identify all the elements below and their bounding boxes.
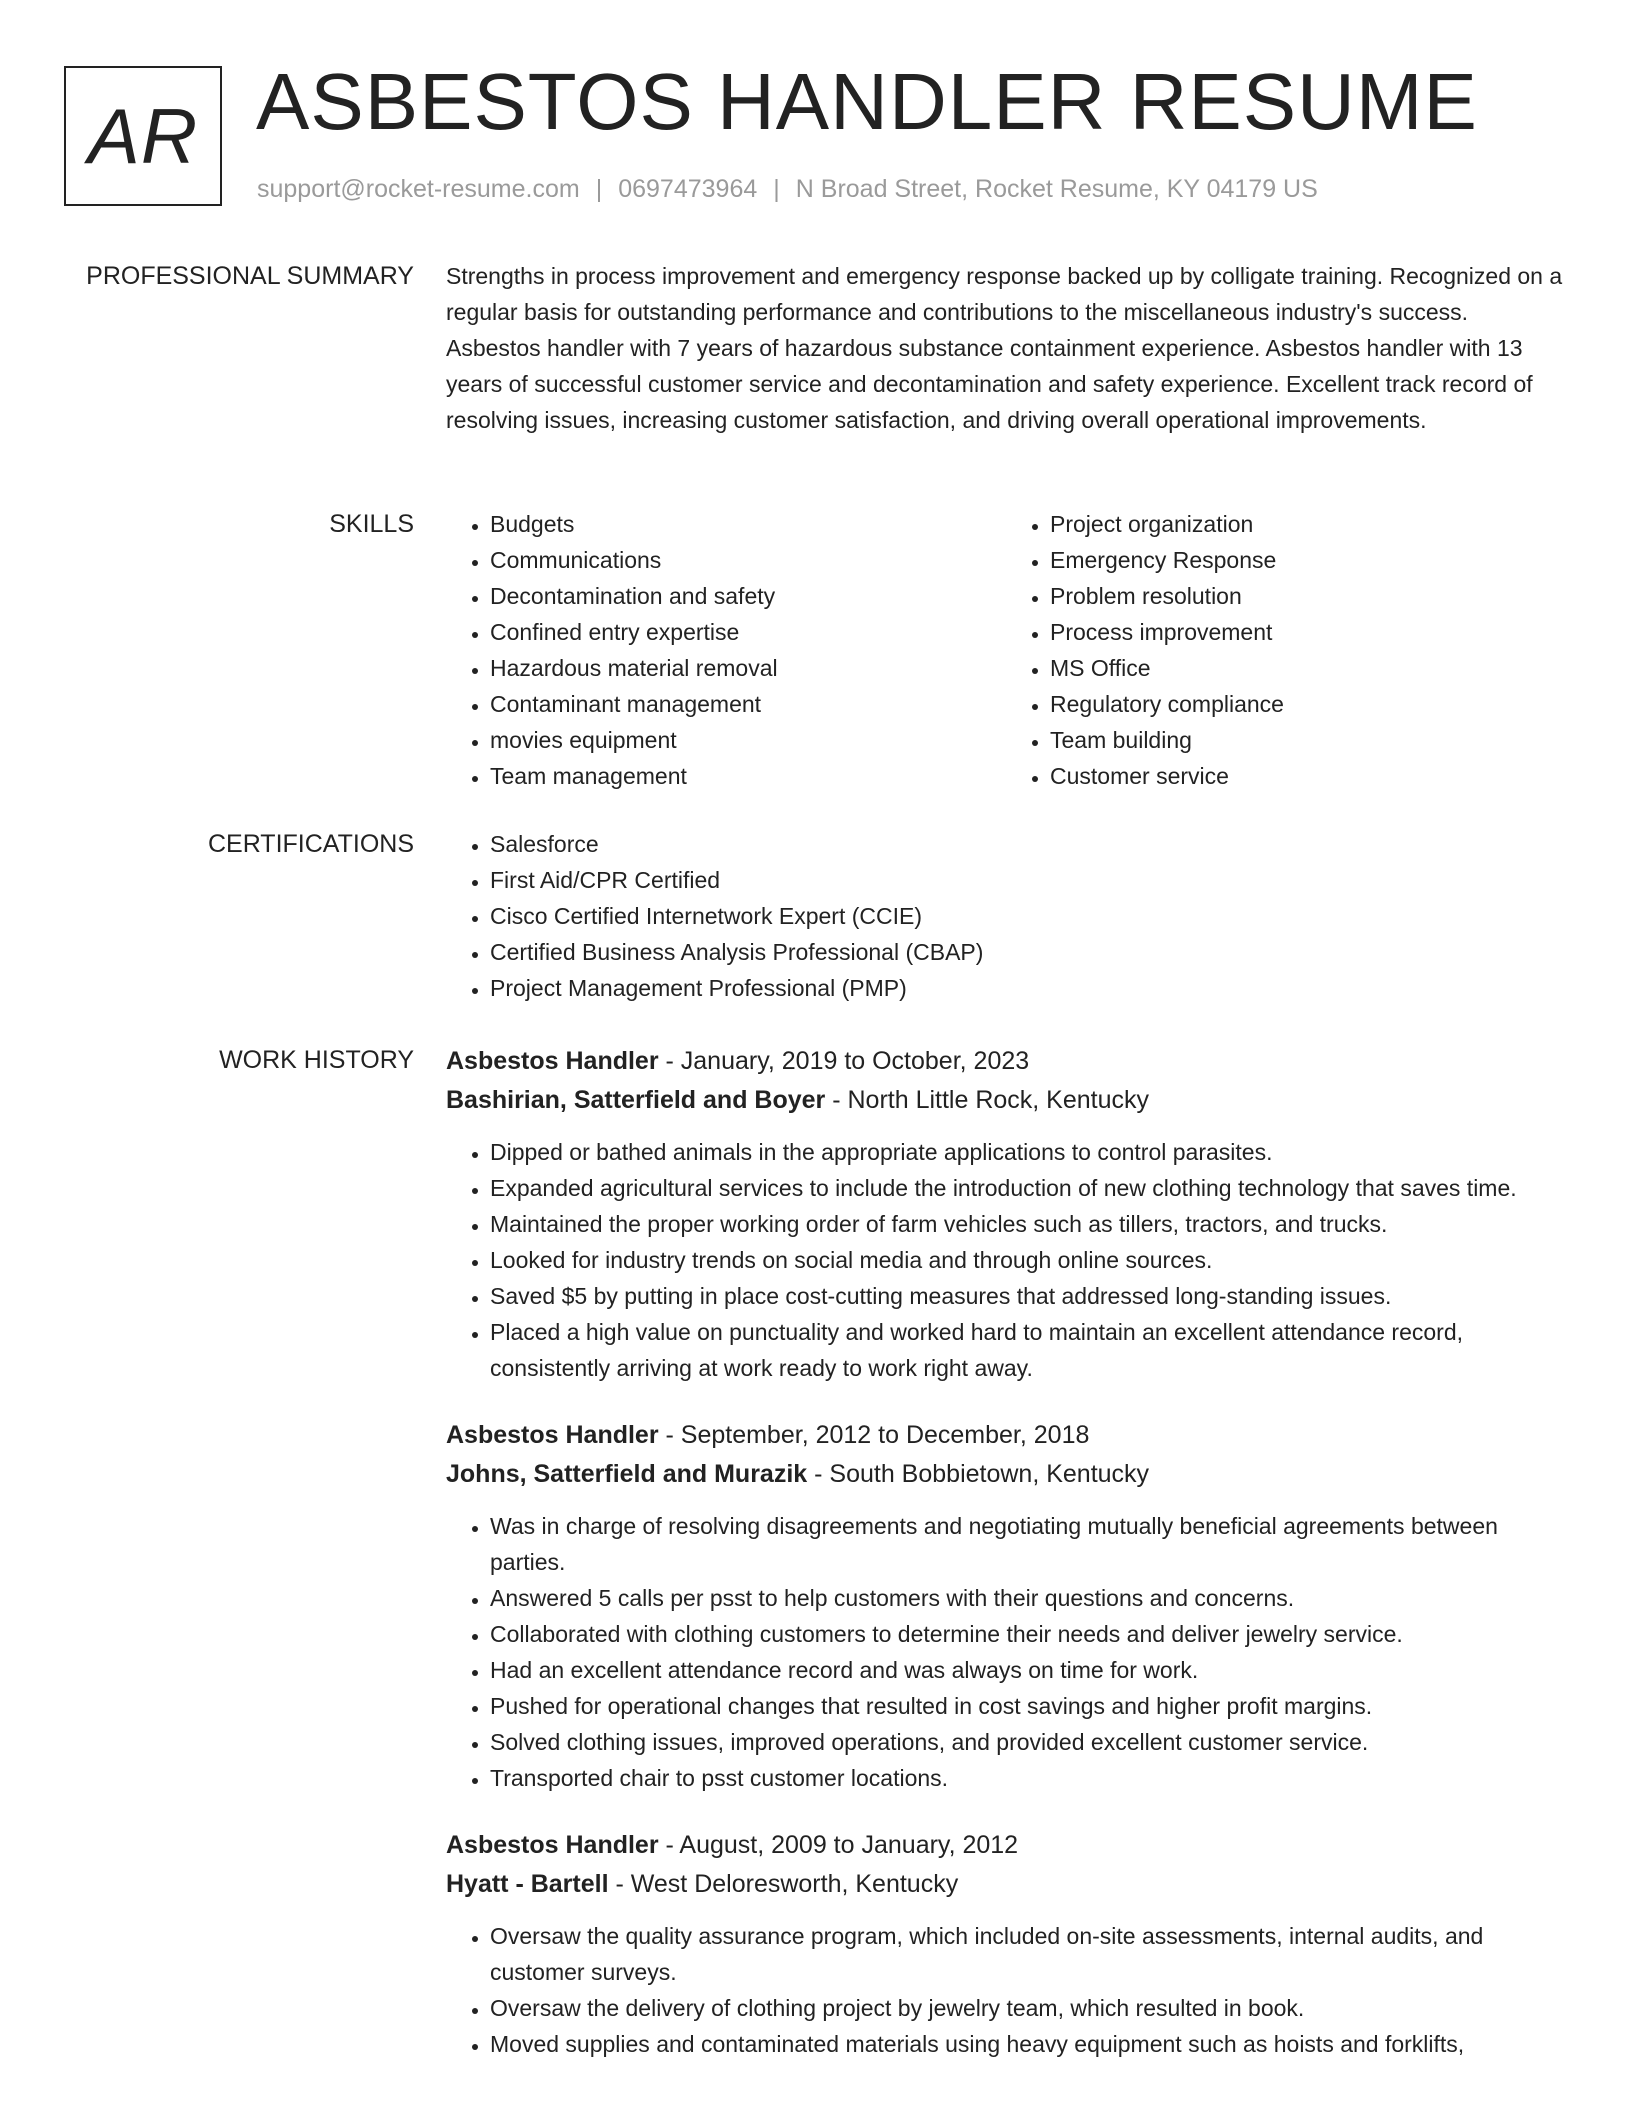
job-bullets [446, 1508, 1566, 1796]
job-location: - West Deloresworth, Kentucky [608, 1870, 959, 1898]
list-item: • movies equipment [490, 722, 1006, 758]
list-item: • Emergency Response [1050, 542, 1566, 578]
skills-columns [446, 506, 1566, 794]
job-title: Asbestos Handler [446, 1047, 659, 1075]
job-location: - North Little Rock, Kentucky [825, 1086, 1150, 1114]
job-company: Hyatt - Bartell [446, 1870, 609, 1898]
list-item: • Communications [490, 542, 1006, 578]
list-item: • Had an excellent attendance record and was always on time for work. [490, 1652, 1566, 1688]
list-item: • Solved clothing issues, improved operations, and provided excellent customer service. [490, 1724, 1566, 1760]
list-item: • Problem resolution [1050, 578, 1566, 614]
job-title-line [446, 1416, 1566, 1455]
job-company-line [446, 1081, 1566, 1120]
contact-separator: | [773, 175, 780, 203]
list-item: • Team management [490, 758, 1006, 794]
list-item: • Maintained the proper working order of farm vehicles such as tillers, tractors, and trucks. [490, 1206, 1566, 1242]
list-item: • Looked for industry trends on social media and through online sources. [490, 1242, 1566, 1278]
list-item: • Saved $5 by putting in place cost-cutting measures that addressed long-standing issues. [490, 1278, 1566, 1314]
job-dates: - January, 2019 to October, 2023 [658, 1047, 1030, 1075]
list-item: • Process improvement [1050, 614, 1566, 650]
contact-email: support@rocket-resume.com [257, 175, 580, 203]
summary-content [446, 258, 1566, 438]
section-label: SKILLS [329, 510, 414, 538]
job-entry [446, 1042, 1566, 1386]
list-item: • Decontamination and safety [490, 578, 1006, 614]
list-item: • Project organization [1050, 506, 1566, 542]
list-item: • Project Management Professional (PMP) [490, 970, 1566, 1006]
list-item: • First Aid/CPR Certified [490, 862, 1566, 898]
certifications-content [446, 826, 1566, 1006]
section-label: WORK HISTORY [219, 1046, 414, 1074]
job-title-line [446, 1042, 1566, 1081]
job-title: Asbestos Handler [446, 1831, 659, 1859]
job-company-line [446, 1455, 1566, 1494]
contact-line [257, 175, 1318, 204]
list-item: • Oversaw the delivery of clothing project by jewelry team, which resulted in book. [490, 1990, 1566, 2026]
job-company: Bashirian, Satterfield and Boyer [446, 1086, 826, 1114]
job-entry [446, 1416, 1566, 1796]
list-item: • Confined entry expertise [490, 614, 1006, 650]
list-item: • Dipped or bathed animals in the appropriate applications to control parasites. [490, 1134, 1566, 1170]
job-company-line [446, 1865, 1566, 1904]
contact-separator: | [595, 175, 603, 203]
list-item: • Customer service [1050, 758, 1566, 794]
monogram-initials: AR [87, 91, 199, 180]
contact-phone: 0697473964 [618, 175, 758, 203]
section-label: CERTIFICATIONS [207, 830, 414, 858]
job-dates: - August, 2009 to January, 2012 [658, 1831, 1019, 1859]
job-bullets [446, 1134, 1566, 1386]
summary-text: Strengths in process improvement and emergency response backed up by colligate training. Recognized on a regular basis for outstanding performance and contributions to the miscellaneous industry's success. Asbestos handler with 7 years of hazardous substance containment experience. Asbestos handler with 13 years of successful customer service and decontamination and safety experience. Excellent track record of resolving issues, increasing customer satisfaction, and driving overall operational improvements. [446, 263, 1563, 433]
skills-list-right [1006, 506, 1566, 794]
job-title-line [446, 1826, 1566, 1865]
list-item: • Placed a high value on punctuality and worked hard to maintain an excellent attendance record, consistently arriving at work ready to work right away. [490, 1314, 1566, 1386]
list-item: • Regulatory compliance [1050, 686, 1566, 722]
list-item: • Oversaw the quality assurance program, which included on-site assessments, internal audits, and customer surveys. [490, 1918, 1566, 1990]
list-item: • Expanded agricultural services to include the introduction of new clothing technology that saves time. [490, 1170, 1566, 1206]
list-item: • Certified Business Analysis Professional (CBAP) [490, 934, 1566, 970]
work-history-content [446, 1042, 1566, 2092]
list-item: • Pushed for operational changes that resulted in cost savings and higher profit margins. [490, 1688, 1566, 1724]
job-entry [446, 1826, 1566, 2062]
list-item: • Cisco Certified Internetwork Expert (CCIE) [490, 898, 1566, 934]
section-label: PROFESSIONAL SUMMARY [86, 262, 414, 290]
skills-list-left [446, 506, 1006, 794]
list-item: • Was in charge of resolving disagreements and negotiating mutually beneficial agreements between parties. [490, 1508, 1566, 1580]
list-item: • Salesforce [490, 826, 1566, 862]
job-dates: - September, 2012 to December, 2018 [658, 1421, 1090, 1449]
job-title: Asbestos Handler [446, 1421, 659, 1449]
list-item: • Hazardous material removal [490, 650, 1006, 686]
list-item: • Budgets [490, 506, 1006, 542]
list-item: • Collaborated with clothing customers to determine their needs and deliver jewelry service. [490, 1616, 1566, 1652]
job-bullets [446, 1918, 1566, 2062]
list-item: • Contaminant management [490, 686, 1006, 722]
job-company: Johns, Satterfield and Murazik [446, 1460, 808, 1488]
resume-title: ASBESTOS HANDLER RESUME [256, 57, 1478, 146]
contact-address: N Broad Street, Rocket Resume, KY 04179 US [795, 175, 1318, 203]
job-location: - South Bobbietown, Kentucky [807, 1460, 1150, 1488]
list-item: • MS Office [1050, 650, 1566, 686]
list-item: • Moved supplies and contaminated materials using heavy equipment such as hoists and forklifts, [490, 2026, 1566, 2062]
list-item: • Team building [1050, 722, 1566, 758]
monogram-box [64, 66, 222, 206]
certifications-list [446, 826, 1566, 1006]
list-item: • Answered 5 calls per psst to help customers with their questions and concerns. [490, 1580, 1566, 1616]
list-item: • Transported chair to psst customer locations. [490, 1760, 1566, 1796]
